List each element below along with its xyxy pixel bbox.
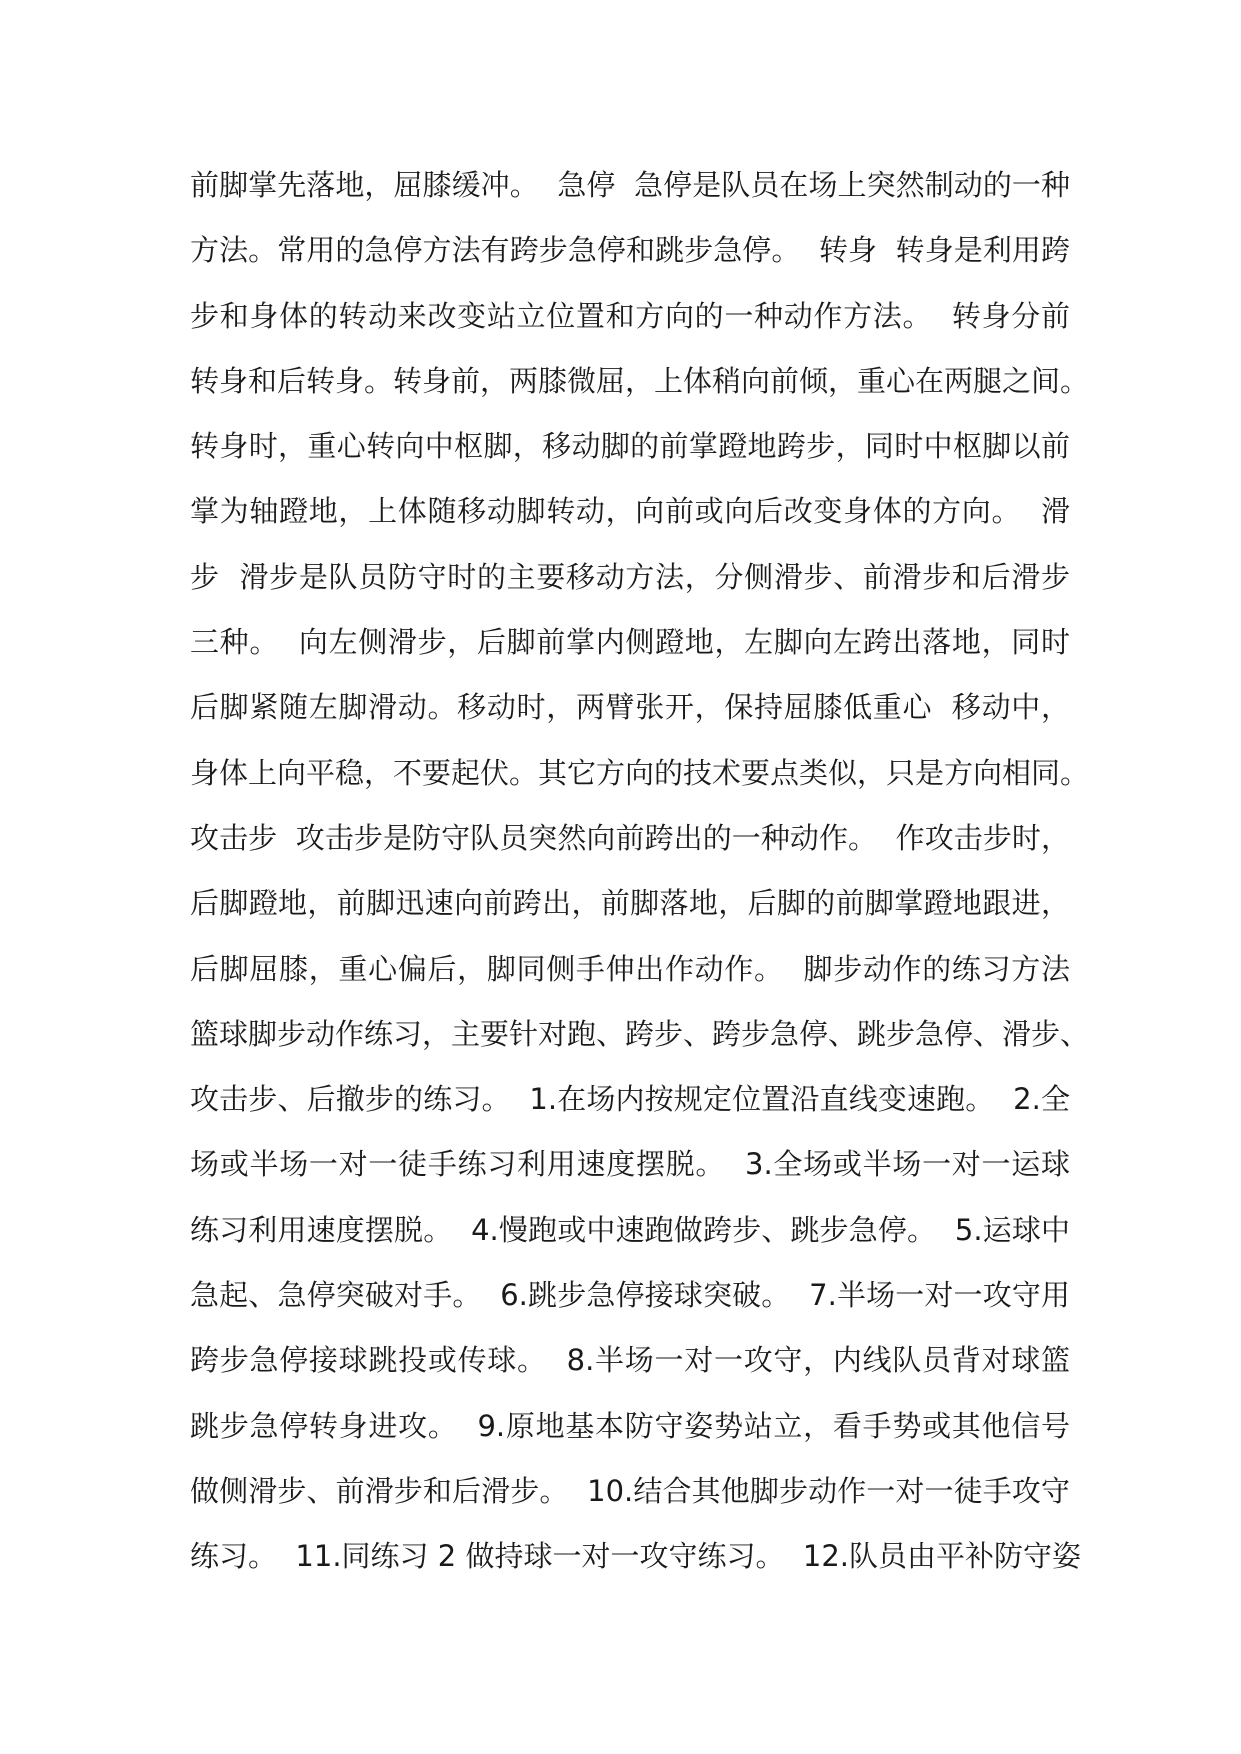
- text-line-1: 前脚掌先落地，屈膝缓冲。 急停 急停是队员在场上突然制动的一种: [190, 168, 1070, 202]
- text-line-3: 步和身体的转动来改变站立位置和方向的一种动作方法。 转身分前: [190, 298, 1070, 333]
- text-line-15: 攻击步、后撤步的练习。 1.在场内按规定位置沿直线变速跑。 2.全: [190, 1082, 1070, 1117]
- text-line-8: 三种。 向左侧滑步，后脚前掌内侧蹬地，左脚向左跨出落地，同时: [190, 625, 1070, 660]
- text-line-14: 篮球脚步动作练习，主要针对跑、跨步、跨步急停、跳步急停、滑步、: [190, 1016, 1090, 1051]
- text-line-6: 掌为轴蹬地，上体随移动脚转动，向前或向后改变身体的方向。 滑: [190, 494, 1070, 529]
- text-line-11: 攻击步 攻击步是防守队员突然向前跨出的一种动作。 作攻击步时，: [190, 820, 1070, 855]
- text-line-9: 后脚紧随左脚滑动。移动时，两臂张开，保持屈膝低重心 移动中，: [190, 690, 1070, 725]
- text-line-16: 场或半场一对一徒手练习利用速度摆脱。 3.全场或半场一对一运球: [190, 1147, 1070, 1182]
- body-text: [190, 158, 1090, 1595]
- text-line-2: 方法。常用的急停方法有跨步急停和跳步急停。 转身 转身是利用跨: [190, 233, 1070, 268]
- text-line-20: 跳步急停转身进攻。 9.原地基本防守姿势站立，看手势或其他信号: [190, 1408, 1070, 1443]
- text-line-13: 后脚屈膝，重心偏后，脚同侧手伸出作动作。 脚步动作的练习方法: [190, 951, 1070, 986]
- text-line-19: 跨步急停接球跳投或传球。 8.半场一对一攻守，内线队员背对球篮: [190, 1343, 1070, 1378]
- text-line-12: 后脚蹬地，前脚迅速向前跨出，前脚落地，后脚的前脚掌蹬地跟进，: [190, 886, 1070, 921]
- text-line-10: 身体上向平稳，不要起伏。其它方向的技术要点类似，只是方向相同。: [190, 755, 1090, 790]
- text-line-21: 做侧滑步、前滑步和后滑步。 10.结合其他脚步动作一对一徒手攻守: [190, 1473, 1070, 1508]
- text-line-5: 转身时，重心转向中枢脚，移动脚的前掌蹬地跨步，同时中枢脚以前: [190, 429, 1070, 464]
- text-line-18: 急起、急停突破对手。 6.跳步急停接球突破。 7.半场一对一攻守用: [190, 1278, 1070, 1313]
- text-line-4: 转身和后转身。转身前，两膝微屈，上体稍向前倾，重心在两腿之间。: [190, 363, 1090, 398]
- text-line-17: 练习利用速度摆脱。 4.慢跑或中速跑做跨步、跳步急停。 5.运球中: [190, 1212, 1070, 1247]
- text-line-7: 步 滑步是队员防守时的主要移动方法，分侧滑步、前滑步和后滑步: [190, 559, 1070, 594]
- text-line-22: 练习。 11.同练习 2 做持球一对一攻守练习。 12.队员由平补防守姿: [190, 1539, 1082, 1574]
